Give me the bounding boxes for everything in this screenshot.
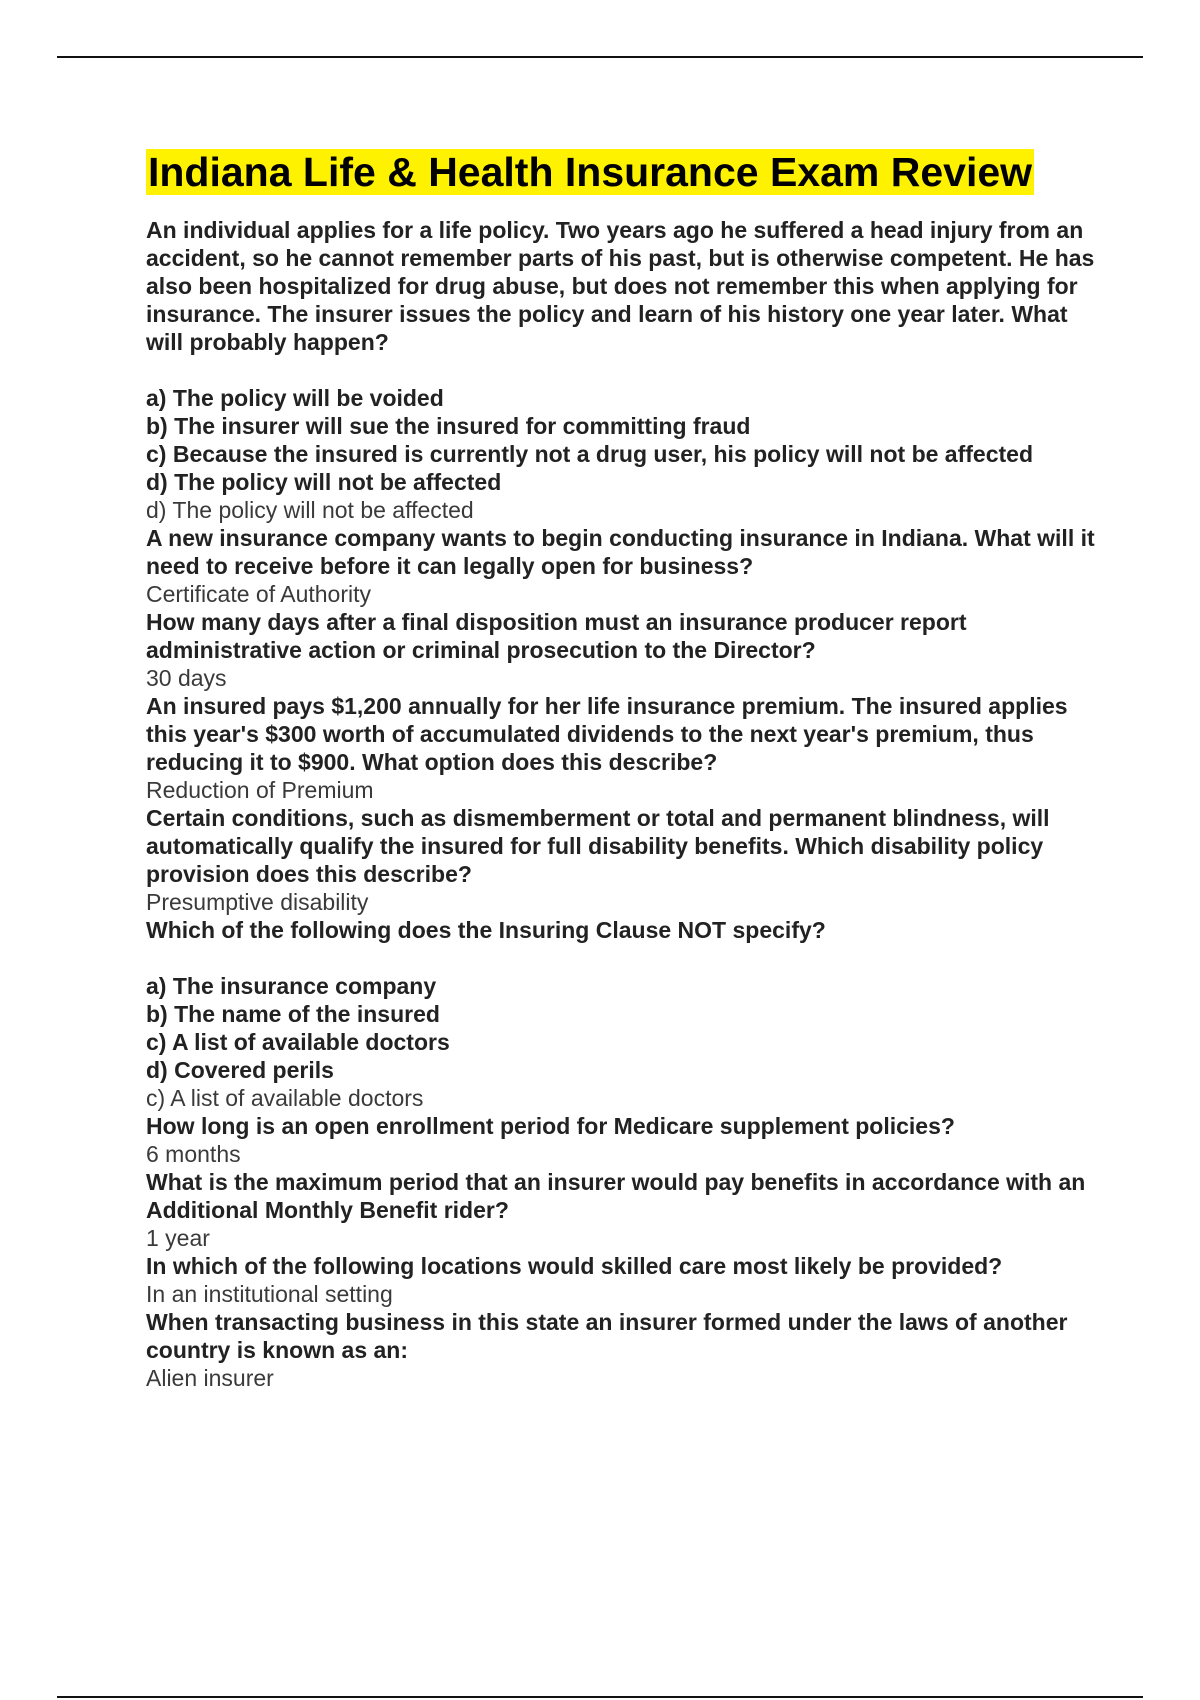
title-highlight: Indiana Life & Health Insurance Exam Review [148,149,1033,195]
answer-text: 30 days [146,665,227,691]
question-text: In which of the following locations would skilled care most likely be provided? [146,1253,1003,1279]
footer-rule [57,1696,1143,1698]
answer-text: Reduction of Premium [146,777,374,803]
question-text: When transacting business in this state an insurer formed under the laws of another country is known as an: [146,1309,1068,1363]
header-rule [57,56,1143,58]
qa-item [146,1168,1106,1252]
qa-item [146,1308,1106,1392]
question-text: Which of the following does the Insuring Clause NOT specify? a) The insurance company b) The name of the insured c) A list of available doctors d) Covered perils [146,917,826,1083]
question-text: An insured pays $1,200 annually for her life insurance premium. The insured applies this year's $300 worth of accumulated dividends to the next year's premium, thus reducing it to $900. What option does this describe? [146,693,1068,775]
answer-text: Alien insurer [146,1365,274,1391]
qa-item [146,524,1106,608]
qa-item [146,1252,1106,1308]
qa-item [146,1112,1106,1168]
question-text: An individual applies for a life policy. Two years ago he suffered a head injury from an accident, so he cannot remember parts of his past, but is otherwise competent. He has also been hospitalized for drug abuse, but does not remember this when applying for insurance. The insurer issues the policy and learn of his history one year later. What will probably happen? a) The policy will be voided b) The insurer will sue the insured for committing fraud c) Because the insured is currently not a drug user, his policy will not be affected d) The policy will not be affected [146,217,1095,495]
qa-item [146,608,1106,692]
question-text: How long is an open enrollment period for Medicare supplement policies? [146,1113,955,1139]
document-title [146,146,1106,198]
document-body [146,146,1106,1392]
answer-text: In an institutional setting [146,1281,393,1307]
answer-text: 1 year [146,1225,210,1251]
answer-text: d) The policy will not be affected [146,497,474,523]
answer-text: Presumptive disability [146,889,369,915]
question-text: What is the maximum period that an insurer would pay benefits in accordance with an Additional Monthly Benefit rider? [146,1169,1086,1223]
qa-item [146,692,1106,804]
answer-text: Certificate of Authority [146,581,371,607]
question-text: How many days after a final disposition must an insurance producer report administrative action or criminal prosecution to the Director? [146,609,967,663]
qa-item [146,216,1106,524]
question-text: A new insurance company wants to begin conducting insurance in Indiana. What will it need to receive before it can legally open for business? [146,525,1095,579]
question-text: Certain conditions, such as dismemberment or total and permanent blindness, will automatically qualify the insured for full disability benefits. Which disability policy provision does this describe? [146,805,1050,887]
qa-item [146,804,1106,916]
answer-text: c) A list of available doctors [146,1085,424,1111]
answer-text: 6 months [146,1141,241,1167]
qa-item [146,916,1106,1112]
